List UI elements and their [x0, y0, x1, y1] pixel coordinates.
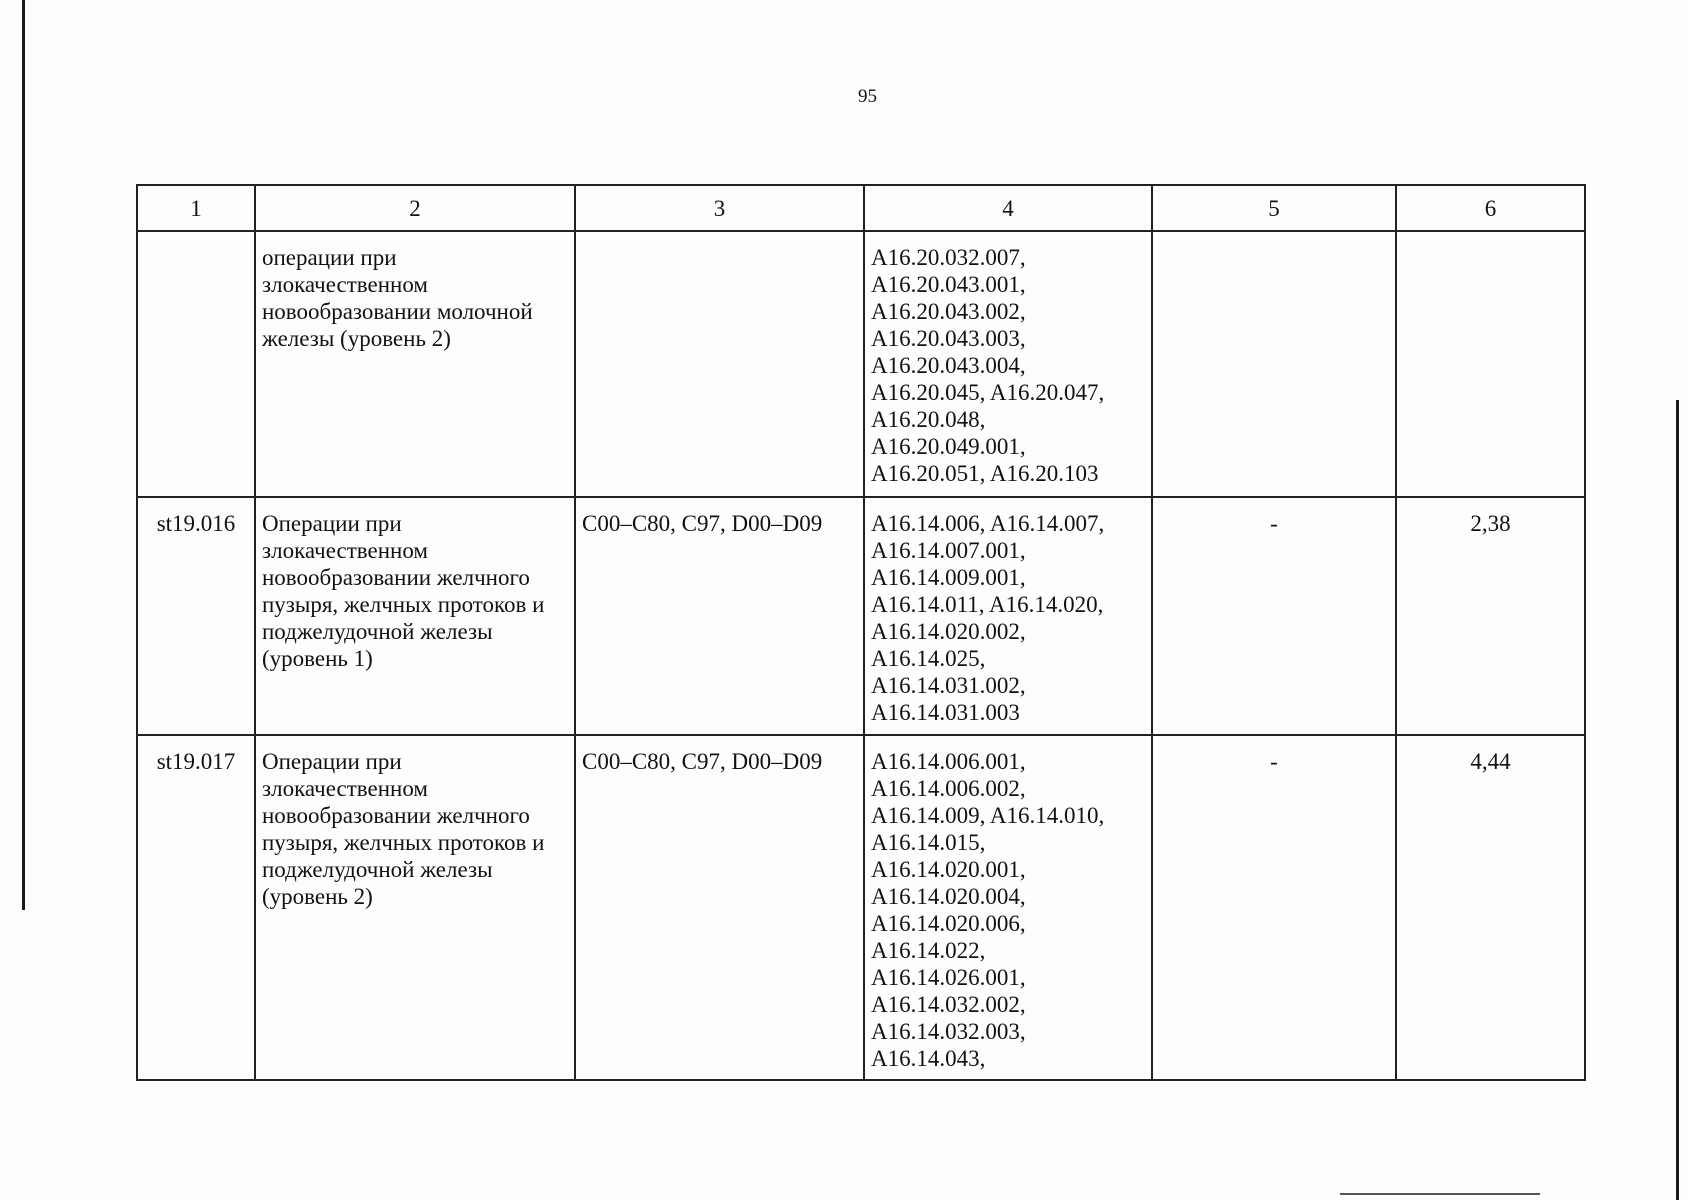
service-code-line: A16.14.015,	[871, 830, 986, 855]
table-row	[137, 497, 1585, 735]
row-code-cell: st19.016	[137, 497, 255, 735]
header-cell: 1	[137, 185, 255, 231]
table-row	[137, 231, 1585, 497]
row-col5-cell	[1152, 231, 1396, 497]
row-name-text: Операции при злокачественном новообразовании желчного пузыря, желчных протоков и поджелудочной железы (уровень 1)	[262, 511, 545, 671]
row-diagnosis-cell: C00–C80, C97, D00–D09	[575, 735, 864, 1080]
tariff-table	[136, 184, 1586, 1081]
service-code-line: A16.14.032.002,	[871, 992, 1026, 1017]
row-col5-cell: -	[1152, 735, 1396, 1080]
service-code-line: A16.20.043.001,	[871, 272, 1026, 297]
table-header-row	[137, 185, 1585, 231]
row-name-cell	[255, 735, 575, 1080]
service-code-line: A16.14.020.006,	[871, 911, 1026, 936]
service-code-line: A16.14.007.001,	[871, 538, 1026, 563]
service-code-line: A16.20.043.003,	[871, 326, 1026, 351]
service-code-line: A16.14.031.002,	[871, 673, 1026, 698]
row-name-cell	[255, 231, 575, 497]
header-cell: 2	[255, 185, 575, 231]
service-code-line: A16.20.048,	[871, 407, 986, 432]
service-code-line: A16.14.020.001,	[871, 857, 1026, 882]
row-name-cell	[255, 497, 575, 735]
scan-edge-right	[1676, 400, 1679, 1200]
row-services-cell	[864, 231, 1152, 497]
scan-bottom-line	[1340, 1193, 1540, 1195]
row-col5-cell: -	[1152, 497, 1396, 735]
service-code-line: A16.20.051, A16.20.103	[871, 461, 1099, 486]
service-code-line: A16.20.049.001,	[871, 434, 1026, 459]
row-code-cell	[137, 231, 255, 497]
service-code-line: A16.20.045, A16.20.047,	[871, 380, 1105, 405]
row-services-cell	[864, 497, 1152, 735]
service-code-line: A16.20.032.007,	[871, 245, 1026, 270]
scan-edge-left	[22, 0, 25, 910]
service-code-line: A16.14.009.001,	[871, 565, 1026, 590]
service-code-line: A16.14.020.004,	[871, 884, 1026, 909]
service-code-line: A16.14.006.002,	[871, 776, 1026, 801]
row-name-text: Операции при злокачественном новообразовании желчного пузыря, желчных протоков и поджелудочной железы (уровень 2)	[262, 749, 545, 909]
row-code-cell: st19.017	[137, 735, 255, 1080]
row-coefficient-cell: 4,44	[1396, 735, 1585, 1080]
service-code-line: A16.20.043.004,	[871, 353, 1026, 378]
service-code-line: A16.14.026.001,	[871, 965, 1026, 990]
service-code-line: A16.14.009, A16.14.010,	[871, 803, 1105, 828]
row-services-cell	[864, 735, 1152, 1080]
page-number: 95	[858, 86, 877, 107]
header-cell: 6	[1396, 185, 1585, 231]
header-cell: 3	[575, 185, 864, 231]
row-coefficient-cell: 2,38	[1396, 497, 1585, 735]
service-code-line: A16.14.020.002,	[871, 619, 1026, 644]
service-code-line: A16.14.043,	[871, 1046, 986, 1071]
row-coefficient-cell	[1396, 231, 1585, 497]
service-code-line: A16.14.032.003,	[871, 1019, 1026, 1044]
row-diagnosis-cell: C00–C80, C97, D00–D09	[575, 497, 864, 735]
header-cell: 4	[864, 185, 1152, 231]
table-row	[137, 735, 1585, 1080]
row-name-text: операции при злокачественном новообразовании молочной железы (уровень 2)	[262, 245, 533, 351]
service-code-line: A16.14.006.001,	[871, 749, 1026, 774]
service-code-line: A16.14.025,	[871, 646, 986, 671]
service-code-line: A16.14.011, A16.14.020,	[871, 592, 1104, 617]
service-code-line: A16.14.006, A16.14.007,	[871, 511, 1105, 536]
row-diagnosis-cell	[575, 231, 864, 497]
service-code-line: A16.20.043.002,	[871, 299, 1026, 324]
service-code-line: A16.14.022,	[871, 938, 986, 963]
service-code-line: A16.14.031.003	[871, 700, 1020, 725]
header-cell: 5	[1152, 185, 1396, 231]
